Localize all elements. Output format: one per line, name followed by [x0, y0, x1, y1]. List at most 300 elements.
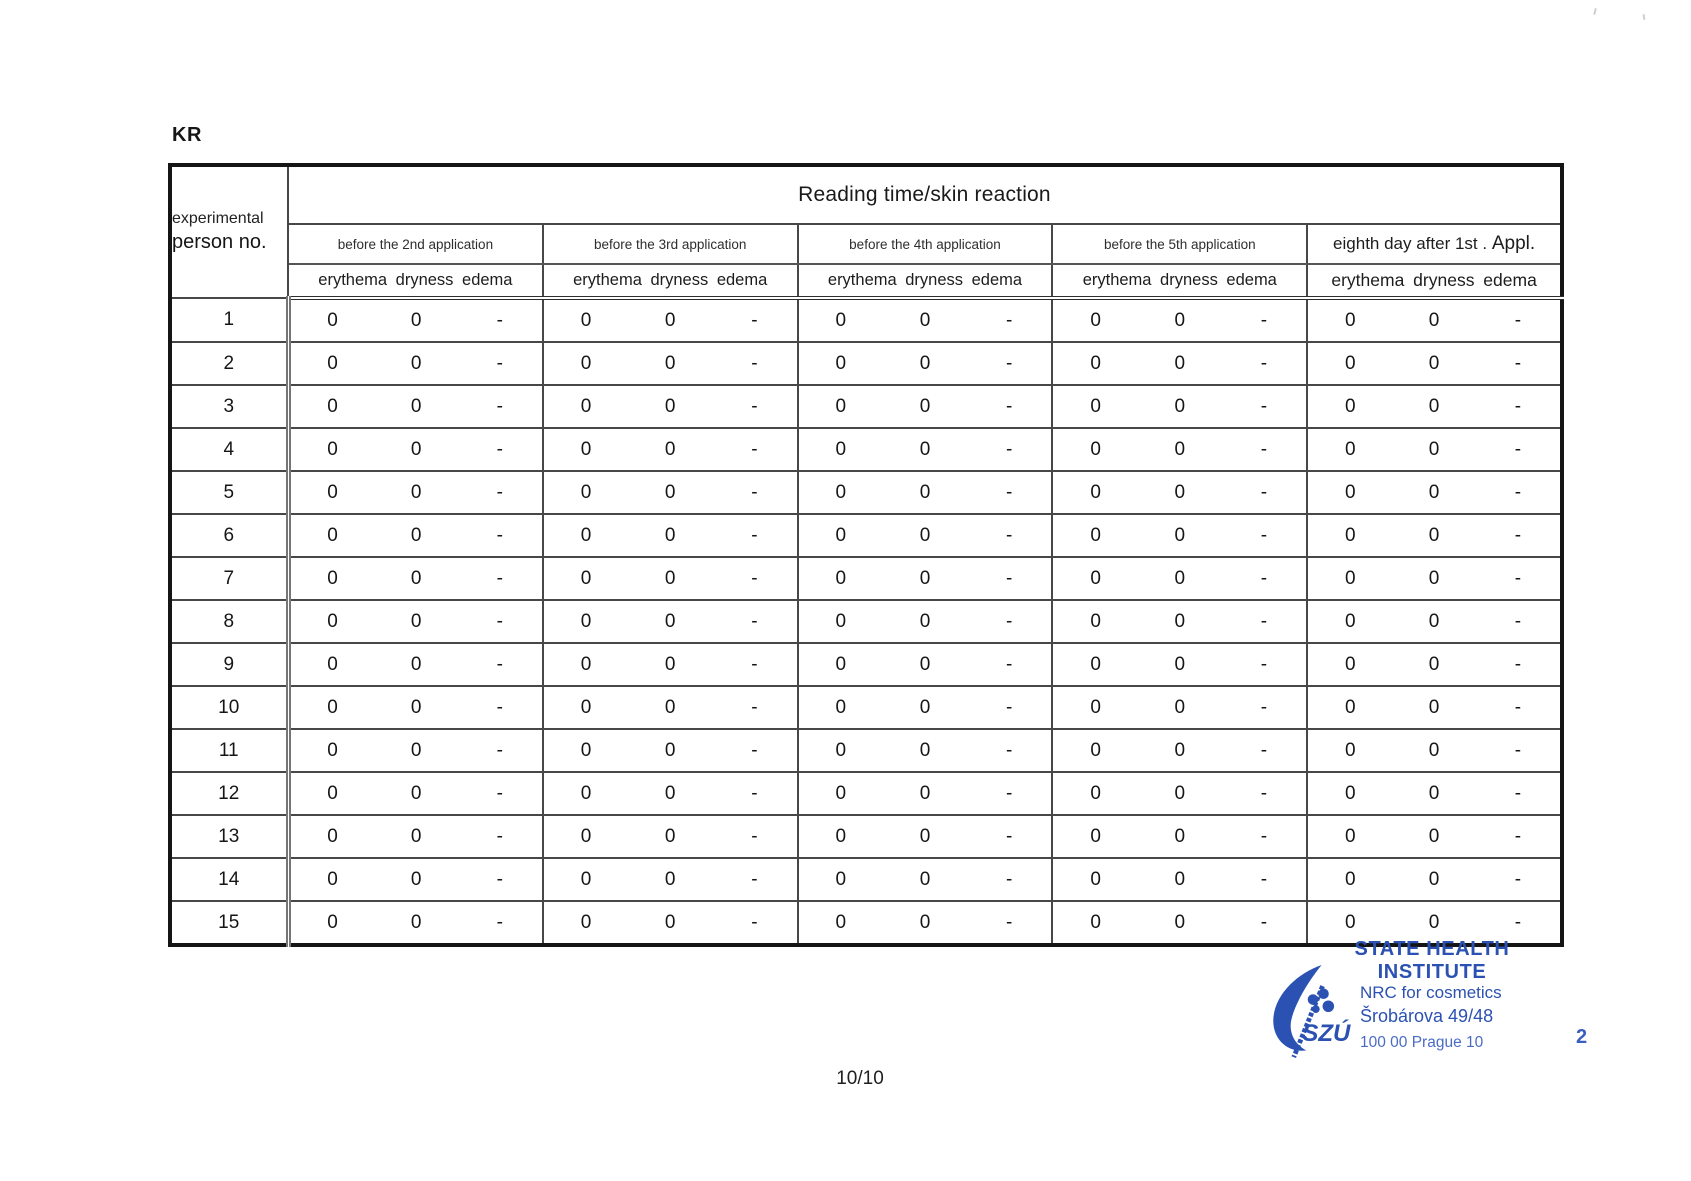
- reading-value: -: [1260, 825, 1268, 847]
- reading-value: 0: [919, 438, 931, 460]
- reading-value: -: [751, 481, 758, 503]
- reading-value: -: [1006, 782, 1013, 804]
- reading-cell: [798, 772, 1053, 815]
- reading-value: 0: [580, 567, 592, 589]
- reading-cell: [798, 428, 1053, 471]
- reading-value: 0: [327, 567, 338, 589]
- reading-value: 0: [1090, 739, 1101, 761]
- reading-cell: [543, 600, 798, 643]
- reading-value: 0: [835, 782, 847, 804]
- reading-value: -: [1514, 739, 1522, 761]
- reading-value: 0: [580, 782, 592, 804]
- reading-cell: [543, 772, 798, 815]
- reading-value: -: [1514, 395, 1522, 417]
- reading-value: 0: [1344, 911, 1356, 933]
- reading-cell: [1052, 514, 1307, 557]
- reading-value: 0: [580, 825, 592, 847]
- reading-value: 0: [919, 782, 931, 804]
- reading-value: -: [1260, 868, 1268, 890]
- reading-value: -: [1514, 610, 1522, 632]
- reading-cell: [1052, 385, 1307, 428]
- person-number-cell: 4: [170, 428, 288, 471]
- app-header-eighth-day-text: eighth day after 1st .: [1333, 234, 1488, 253]
- reading-value: -: [1006, 739, 1013, 761]
- reading-value: 0: [919, 739, 931, 761]
- reading-value: 0: [919, 911, 931, 933]
- app-header-4th: before the 4th application: [798, 224, 1053, 264]
- reading-value: 0: [327, 352, 338, 374]
- reading-value: 0: [327, 481, 338, 503]
- reading-value: 0: [580, 696, 592, 718]
- page-number-footer: 10/10: [836, 1068, 884, 1089]
- reading-value: 0: [410, 782, 422, 804]
- reading-value: 0: [1344, 782, 1356, 804]
- reading-value: 0: [1428, 911, 1440, 933]
- reading-value: 0: [835, 481, 847, 503]
- reading-cell: [1307, 600, 1562, 643]
- reading-cell: [543, 858, 798, 901]
- reading-value: 0: [664, 739, 676, 761]
- reading-value: 0: [835, 309, 847, 331]
- reading-value: 0: [835, 825, 847, 847]
- reading-value: 0: [580, 524, 592, 546]
- app-header-2nd: before the 2nd application: [288, 224, 543, 264]
- reading-value: 0: [410, 395, 422, 417]
- reading-cell: [543, 514, 798, 557]
- reading-value: 0: [580, 868, 592, 890]
- reading-value: 0: [1090, 868, 1101, 890]
- reading-value: 0: [1428, 309, 1440, 331]
- table-row: [170, 643, 1562, 686]
- reading-value: -: [1514, 696, 1522, 718]
- reading-value: -: [496, 567, 503, 589]
- table-row: [170, 600, 1562, 643]
- reading-value: -: [751, 696, 758, 718]
- reading-value: 0: [410, 524, 422, 546]
- reaction-header: erythema dryness edema: [543, 264, 798, 298]
- reading-cell: [798, 600, 1053, 643]
- reading-value: 0: [327, 309, 338, 331]
- reading-value: 0: [835, 868, 847, 890]
- reading-cell: [543, 428, 798, 471]
- reading-value: 0: [327, 868, 338, 890]
- reading-value: -: [751, 653, 758, 675]
- reading-value: -: [751, 868, 758, 890]
- reading-value: 0: [1344, 481, 1356, 503]
- reading-value: -: [1006, 868, 1013, 890]
- reading-cell: [1052, 643, 1307, 686]
- reading-cell: [1052, 428, 1307, 471]
- reading-cell: [798, 901, 1053, 945]
- person-number-cell: 6: [170, 514, 288, 557]
- reading-cell: [1307, 342, 1562, 385]
- reaction-header: erythema dryness edema: [288, 264, 543, 298]
- reading-value: 0: [1090, 782, 1101, 804]
- person-number-cell: 5: [170, 471, 288, 514]
- reading-value: 0: [410, 438, 422, 460]
- reading-cell: [798, 729, 1053, 772]
- reading-value: -: [496, 696, 503, 718]
- reading-cell: [798, 298, 1053, 342]
- reading-value: 0: [1090, 395, 1101, 417]
- reading-value: 0: [327, 739, 338, 761]
- reading-cell: [288, 471, 543, 514]
- reading-value: 0: [835, 567, 847, 589]
- reading-value: 0: [664, 395, 676, 417]
- reading-value: 0: [580, 395, 592, 417]
- reading-value: 0: [410, 868, 422, 890]
- reaction-table: [168, 163, 1564, 947]
- person-number-cell: 7: [170, 557, 288, 600]
- reading-value: -: [751, 438, 758, 460]
- reading-value: 0: [327, 825, 338, 847]
- reading-value: -: [496, 911, 503, 933]
- reading-cell: [288, 600, 543, 643]
- reading-value: 0: [580, 911, 592, 933]
- reading-value: -: [496, 739, 503, 761]
- reading-value: -: [1260, 782, 1268, 804]
- person-number-cell: 15: [170, 901, 288, 945]
- reading-cell: [1307, 729, 1562, 772]
- reading-value: 0: [1344, 567, 1356, 589]
- reading-value: 0: [327, 395, 338, 417]
- reading-value: 0: [1428, 653, 1440, 675]
- reading-value: -: [496, 438, 503, 460]
- reading-value: 0: [1174, 653, 1186, 675]
- reading-value: 0: [1174, 395, 1186, 417]
- reading-value: -: [1006, 696, 1013, 718]
- reading-value: 0: [1344, 653, 1356, 675]
- reading-value: 0: [664, 782, 676, 804]
- reading-value: 0: [1174, 782, 1186, 804]
- reading-value: 0: [1090, 438, 1101, 460]
- reading-value: -: [496, 653, 503, 675]
- reading-value: 0: [664, 481, 676, 503]
- table-row: [170, 815, 1562, 858]
- reading-value: 0: [1428, 352, 1440, 374]
- reading-value: -: [751, 309, 758, 331]
- reading-cell: [1307, 428, 1562, 471]
- reading-value: 0: [919, 567, 931, 589]
- reading-value: 0: [1428, 610, 1440, 632]
- reading-value: -: [751, 825, 758, 847]
- reading-value: 0: [664, 567, 676, 589]
- reading-value: 0: [1174, 696, 1186, 718]
- reaction-header: erythema dryness edema: [798, 264, 1053, 298]
- reading-cell: [1307, 385, 1562, 428]
- reading-value: 0: [410, 739, 422, 761]
- reading-value: -: [1006, 352, 1013, 374]
- reading-value: 0: [410, 610, 422, 632]
- reading-cell: [1052, 686, 1307, 729]
- reading-value: 0: [1344, 524, 1356, 546]
- reading-value: 0: [664, 868, 676, 890]
- reading-cell: [1052, 772, 1307, 815]
- reading-cell: [1307, 298, 1562, 342]
- reading-value: 0: [1174, 911, 1186, 933]
- reading-cell: [798, 514, 1053, 557]
- reading-cell: [1052, 901, 1307, 945]
- reading-value: 0: [664, 610, 676, 632]
- reading-value: 0: [664, 911, 676, 933]
- reading-value: 0: [410, 352, 422, 374]
- reading-cell: [288, 428, 543, 471]
- reading-cell: [1052, 600, 1307, 643]
- reading-value: -: [1260, 395, 1268, 417]
- reading-value: 0: [835, 395, 847, 417]
- table-row: [170, 471, 1562, 514]
- reading-value: 0: [919, 610, 931, 632]
- reading-value: 0: [1174, 739, 1186, 761]
- person-number-cell: 13: [170, 815, 288, 858]
- reading-cell: [1052, 815, 1307, 858]
- reading-value: 0: [919, 395, 931, 417]
- person-number-cell: 1: [170, 298, 288, 342]
- reading-value: -: [1514, 438, 1522, 460]
- reading-value: 0: [1090, 481, 1101, 503]
- reading-value: 0: [664, 825, 676, 847]
- reading-value: -: [751, 524, 758, 546]
- reading-value: -: [1260, 653, 1268, 675]
- scan-speck: [1593, 8, 1597, 15]
- reading-value: -: [751, 567, 758, 589]
- reading-value: -: [1006, 481, 1013, 503]
- reading-value: -: [1260, 481, 1268, 503]
- reading-cell: [543, 385, 798, 428]
- person-number-cell: 10: [170, 686, 288, 729]
- reading-value: -: [496, 524, 503, 546]
- reading-value: -: [751, 739, 758, 761]
- reading-value: -: [751, 352, 758, 374]
- reading-cell: [543, 815, 798, 858]
- reading-cell: [798, 643, 1053, 686]
- person-number-cell: 14: [170, 858, 288, 901]
- reading-cell: [288, 772, 543, 815]
- reading-value: -: [751, 911, 758, 933]
- reading-value: -: [1514, 868, 1522, 890]
- reading-value: -: [1260, 309, 1268, 331]
- table-row: [170, 342, 1562, 385]
- reading-value: 0: [1090, 696, 1101, 718]
- skin-reaction-table: [168, 163, 1564, 947]
- app-header-3rd: before the 3rd application: [543, 224, 798, 264]
- reading-value: -: [496, 352, 503, 374]
- reading-value: 0: [1428, 395, 1440, 417]
- reading-value: 0: [835, 739, 847, 761]
- reading-value: 0: [664, 696, 676, 718]
- table-body: [170, 298, 1562, 945]
- reading-cell: [1052, 729, 1307, 772]
- reading-value: 0: [1428, 438, 1440, 460]
- reaction-header-row: [170, 264, 1562, 298]
- reading-value: 0: [1174, 438, 1186, 460]
- reading-value: 0: [410, 653, 422, 675]
- reading-value: 0: [1174, 352, 1186, 374]
- reading-value: 0: [835, 524, 847, 546]
- reading-cell: [288, 557, 543, 600]
- reading-value: -: [1006, 825, 1013, 847]
- reading-value: -: [496, 868, 503, 890]
- reading-value: 0: [1174, 567, 1186, 589]
- reading-value: -: [496, 481, 503, 503]
- stamp-org-line: NRC for cosmetics: [1360, 983, 1502, 1002]
- reading-value: -: [496, 395, 503, 417]
- reading-value: 0: [1344, 395, 1356, 417]
- table-row: [170, 428, 1562, 471]
- reading-value: 0: [1344, 438, 1356, 460]
- corner-header-cell: [170, 165, 288, 298]
- reading-value: 0: [327, 653, 338, 675]
- reading-cell: [288, 643, 543, 686]
- reading-cell: [798, 471, 1053, 514]
- person-number-cell: 8: [170, 600, 288, 643]
- reading-value: 0: [919, 696, 931, 718]
- person-number-cell: 11: [170, 729, 288, 772]
- reading-cell: [288, 298, 543, 342]
- reading-value: -: [1514, 352, 1522, 374]
- reading-value: 0: [580, 653, 592, 675]
- reading-cell: [798, 815, 1053, 858]
- reading-value: 0: [410, 567, 422, 589]
- reading-value: 0: [1090, 911, 1101, 933]
- reading-cell: [798, 385, 1053, 428]
- reading-value: 0: [664, 352, 676, 374]
- reading-value: -: [1260, 610, 1268, 632]
- reading-value: 0: [327, 911, 338, 933]
- reading-cell: [288, 342, 543, 385]
- reading-value: 0: [1344, 309, 1356, 331]
- reading-value: 0: [327, 610, 338, 632]
- stamp-address-block: [1360, 983, 1502, 1052]
- reading-value: 0: [580, 352, 592, 374]
- reading-value: -: [1260, 352, 1268, 374]
- reading-value: 0: [1428, 696, 1440, 718]
- reading-value: -: [1260, 438, 1268, 460]
- person-number-cell: 2: [170, 342, 288, 385]
- reading-value: 0: [1090, 567, 1101, 589]
- reading-value: 0: [1428, 868, 1440, 890]
- reading-cell: [288, 729, 543, 772]
- reading-value: -: [751, 395, 758, 417]
- reading-value: 0: [327, 782, 338, 804]
- reading-value: 0: [327, 696, 338, 718]
- reading-value: 0: [1090, 653, 1101, 675]
- reading-value: 0: [410, 696, 422, 718]
- reading-value: -: [1006, 653, 1013, 675]
- main-header-row: [170, 165, 1562, 224]
- reading-value: 0: [919, 825, 931, 847]
- reading-value: 0: [835, 653, 847, 675]
- reading-cell: [1052, 557, 1307, 600]
- scan-speck: [1643, 14, 1646, 20]
- reading-value: -: [751, 610, 758, 632]
- app-header-5th: before the 5th application: [1052, 224, 1307, 264]
- reading-value: 0: [664, 524, 676, 546]
- reading-value: 0: [410, 825, 422, 847]
- reading-value: 0: [1090, 309, 1101, 331]
- reading-value: -: [1260, 567, 1268, 589]
- reading-value: 0: [1428, 567, 1440, 589]
- table-row: [170, 557, 1562, 600]
- reading-value: -: [1260, 696, 1268, 718]
- reading-cell: [1307, 815, 1562, 858]
- reading-value: -: [1006, 524, 1013, 546]
- reading-cell: [798, 342, 1053, 385]
- reading-cell: [288, 385, 543, 428]
- reading-cell: [1307, 858, 1562, 901]
- person-number-cell: 12: [170, 772, 288, 815]
- reading-value: -: [1260, 911, 1268, 933]
- reading-value: 0: [919, 524, 931, 546]
- reading-value: 0: [835, 438, 847, 460]
- reading-value: 0: [1174, 610, 1186, 632]
- person-number-cell: 9: [170, 643, 288, 686]
- reading-cell: [288, 686, 543, 729]
- reading-value: 0: [410, 309, 422, 331]
- corner-header-line2: person no.: [172, 231, 267, 253]
- stamp-page-number: 2: [1576, 1026, 1588, 1048]
- reading-value: 0: [1090, 825, 1101, 847]
- reading-value: -: [496, 309, 503, 331]
- reading-value: 0: [1344, 696, 1356, 718]
- reading-cell: [798, 557, 1053, 600]
- reading-value: -: [751, 782, 758, 804]
- reading-cell: [1052, 858, 1307, 901]
- reading-cell: [288, 815, 543, 858]
- reading-cell: [1307, 772, 1562, 815]
- app-header-appl-suffix: Appl.: [1491, 233, 1536, 254]
- reading-value: 0: [835, 911, 847, 933]
- reading-value: 0: [919, 309, 931, 331]
- app-header-eighth-day: [1307, 224, 1562, 264]
- szu-logo-icon: [1264, 964, 1360, 1060]
- reading-value: 0: [1174, 309, 1186, 331]
- reading-value: 0: [1428, 481, 1440, 503]
- reading-value: -: [1006, 309, 1013, 331]
- reading-value: 0: [919, 868, 931, 890]
- reading-cell: [543, 557, 798, 600]
- reading-value: -: [1006, 911, 1013, 933]
- reading-value: -: [1006, 395, 1013, 417]
- reaction-header: erythema dryness edema: [1052, 264, 1307, 298]
- reading-value: -: [1260, 524, 1268, 546]
- reading-value: 0: [835, 610, 847, 632]
- reading-value: 0: [327, 524, 338, 546]
- reading-value: 0: [580, 610, 592, 632]
- reading-value: -: [1514, 524, 1522, 546]
- reading-value: 0: [1090, 610, 1101, 632]
- reading-value: 0: [1174, 868, 1186, 890]
- table-row: [170, 729, 1562, 772]
- reading-value: -: [1514, 309, 1522, 331]
- reading-value: 0: [1344, 352, 1356, 374]
- reading-value: -: [1006, 438, 1013, 460]
- reading-value: 0: [410, 911, 422, 933]
- reading-value: 0: [1344, 825, 1356, 847]
- reading-cell: [798, 858, 1053, 901]
- reading-cell: [543, 686, 798, 729]
- reading-cell: [543, 901, 798, 945]
- reading-value: 0: [580, 438, 592, 460]
- reading-value: 0: [919, 352, 931, 374]
- table-row: [170, 514, 1562, 557]
- reading-value: -: [496, 610, 503, 632]
- reading-value: 0: [1344, 610, 1356, 632]
- reading-value: 0: [327, 438, 338, 460]
- reading-cell: [543, 643, 798, 686]
- application-header-row: [170, 224, 1562, 264]
- reading-value: 0: [1428, 524, 1440, 546]
